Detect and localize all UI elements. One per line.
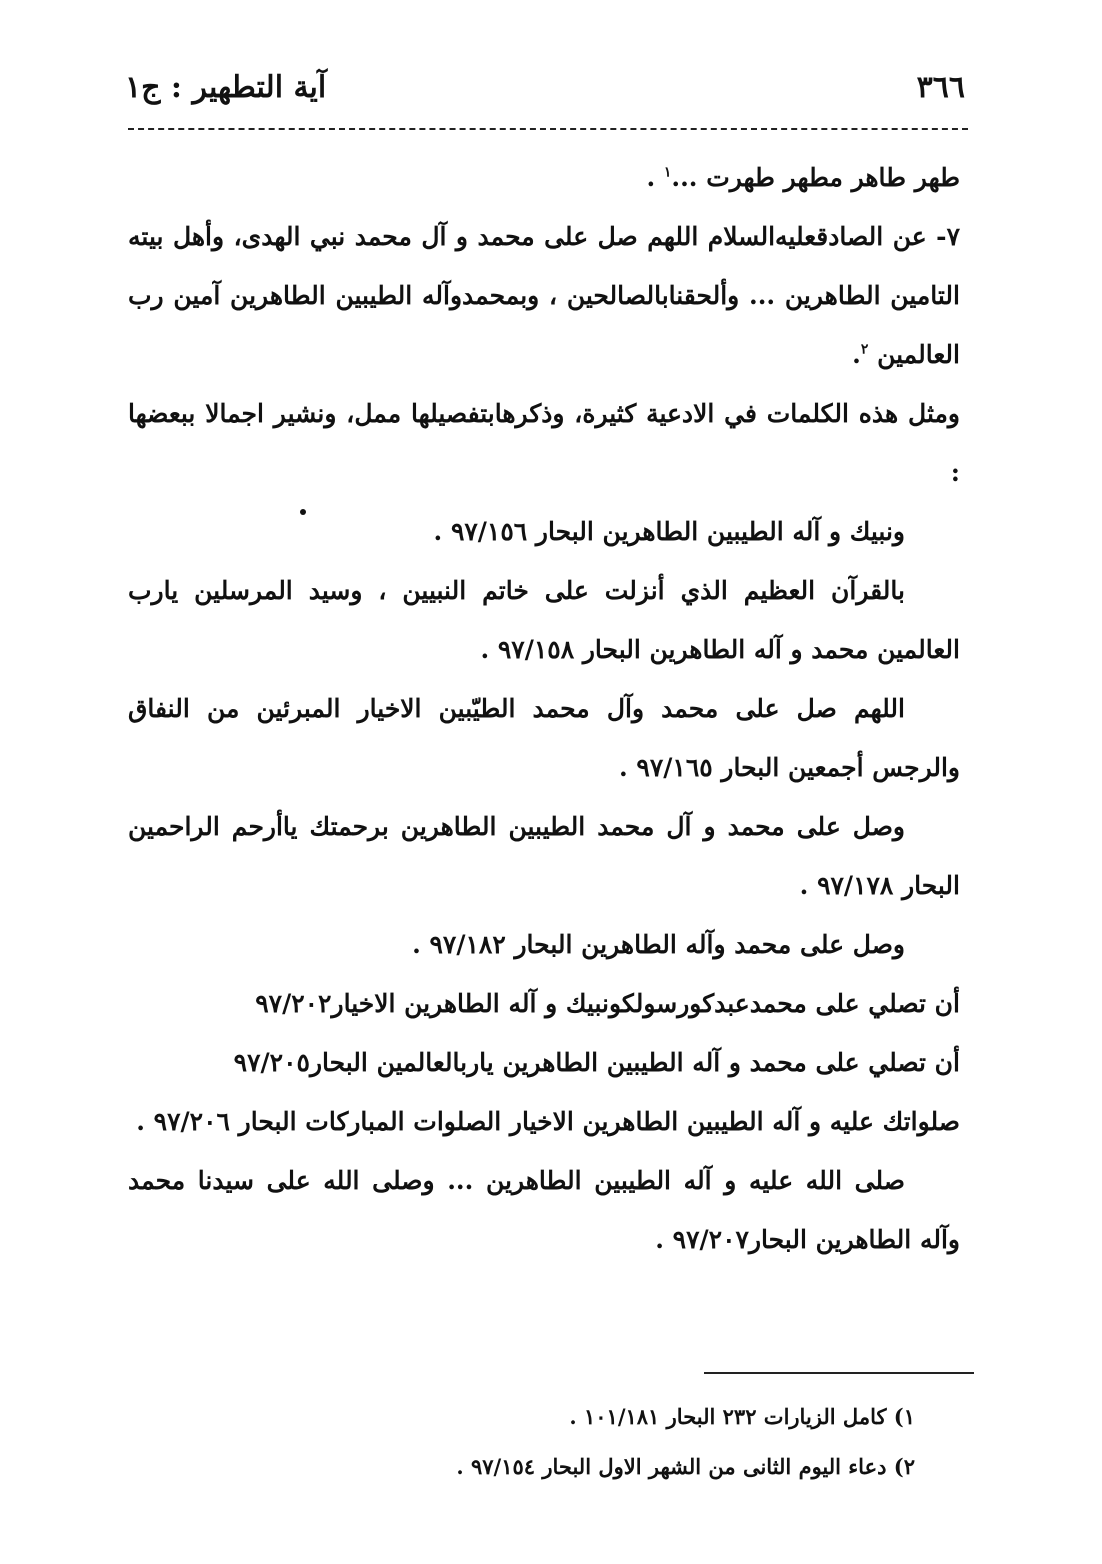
paragraph-9: أن تصلي على محمدعبدكورسولكونبيك و آله الطاهرين الاخيار٩٧/٢٠٢ [255, 989, 960, 1018]
footnote-2: ٢) دعاء اليوم الثانى من الشهر الاول البحار ٩٧/١٥٤ . [456, 1454, 915, 1479]
paragraph-4: ونبيك و آله الطيبين الطاهرين البحار ٩٧/١٥٦ . [433, 517, 905, 546]
paragraph-6: اللهم صل على محمد وآل محمد الطيّبين الاخيار المبرئين من النفاق والرجس أجمعين البحار ٩٧/١٦٥ . [128, 694, 960, 782]
paragraph-11: صلواتك عليه و آله الطيبين الطاهرين الاخيار الصلوات المباركات البحار ٩٧/٢٠٦ . [136, 1107, 960, 1136]
header-divider [128, 128, 968, 130]
body-text [128, 148, 960, 1269]
footnotes [128, 1392, 960, 1492]
paragraph-12: صلى الله عليه و آله الطيبين الطاهرين ... وصلى الله على سيدنا محمد وآله الطاهرين البحار٩٧/٢٠٧ . [128, 1166, 960, 1254]
footnote-divider [704, 1372, 974, 1374]
page-header [125, 70, 965, 120]
paragraph-10: أن تصلي على محمد و آله الطيبين الطاهرين ياربالعالمين البحار٩٧/٢٠٥ [233, 1048, 960, 1077]
running-title: آية التطهير : ج١ [125, 70, 327, 105]
footnote-ref-2[interactable]: ٢ [860, 341, 869, 358]
paragraph-1: طهر طاهر مطهر طهرت ...$^١$ . [646, 163, 960, 192]
page-number: ٣٦٦ [916, 70, 965, 105]
footnote-1: ١) كامل الزيارات ٢٣٢ البحار ١٠١/١٨١ . [569, 1404, 915, 1429]
footnote-ref-1[interactable]: ١ [663, 164, 672, 181]
paragraph-3: ومثل هذه الكلمات في الادعية كثيرة، وذكرهابتفصيلها ممل، ونشير اجمالا ببعضها : [128, 399, 960, 487]
paragraph-8: وصل على محمد وآله الطاهرين البحار ٩٧/١٨٢ . [412, 930, 905, 959]
paragraph-2: ٧- عن الصادقعليه‌السلام اللهم صل على محمد و آل محمد نبي الهدى، وأهل بيته التامين الطاهرين ... وألحقنابالصالحين ، وبمحمدوآله الطيبين الطاهرين آمين رب العالمين $^٢$. [128, 222, 960, 369]
print-speck [300, 509, 306, 515]
paragraph-7: وصل على محمد و آل محمد الطيبين الطاهرين برحمتك ياأرحم الراحمين البحار ٩٧/١٧٨ . [128, 812, 960, 900]
paragraph-5: بالقرآن العظيم الذي أنزلت على خاتم النبيين ، وسيد المرسلين يارب العالمين محمد و آله الطاهرين البحار ٩٧/١٥٨ . [128, 576, 960, 664]
